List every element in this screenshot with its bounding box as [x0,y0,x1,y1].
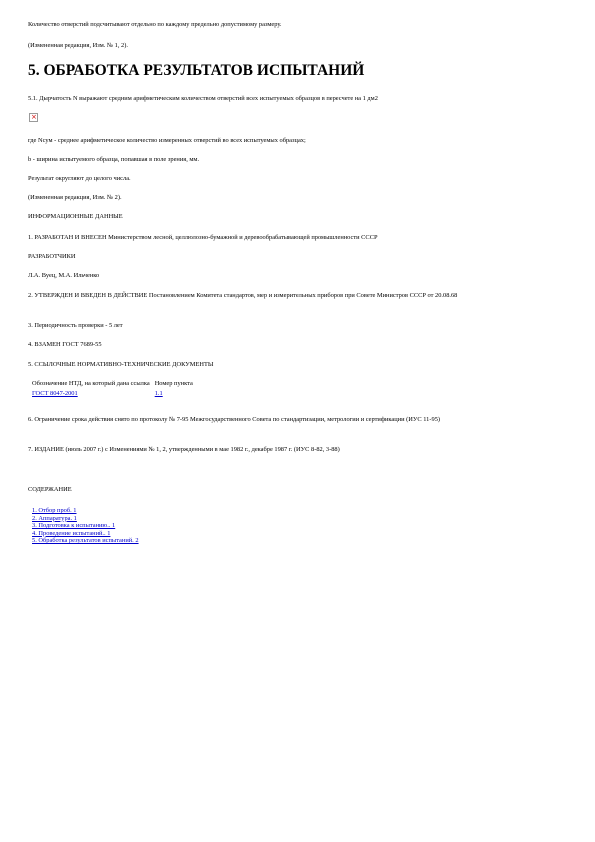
info-item-3: 3. Периодичность проверки - 5 лет [28,322,123,329]
toc-item[interactable]: 3. Подготовка к испытанию.. 1 [32,522,116,530]
toc-item[interactable]: 2. Аппаратура. 1 [32,514,77,522]
info-item-1: 1. РАЗРАБОТАН И ВНЕСЕН Министерством лесной, целлюлозно-бумажной и деревообрабатывающей промышленности СССР [28,234,378,241]
intro-text: Количество отверстий подсчитывают отдельно по каждому предельно допустимому размеру. [28,21,282,28]
table-of-contents [32,507,139,545]
amendment-note: (Измененная редакция, Изм. № 1, 2). [28,42,128,49]
reference-link-gost[interactable]: ГОСТ 8047-2001 [32,390,78,397]
table-header-row [30,379,196,389]
rounding-note: Результат округляют до целого числа. [28,175,131,182]
info-item-7: 7. ИЗДАНИЕ (июль 2007 г.) с Изменениями № 1, 2, утвержденными в мае 1982 г., декабре 1987 г. (ИУС 8-82, 3-88) [28,446,340,453]
references-table [30,379,196,399]
formula-where-2: b - ширина испытуемого образца, попавшая в поле зрения, мм. [28,156,200,163]
toc-item[interactable]: 5. Обработка результатов испытаний. 2 [32,537,139,545]
info-item-2: 2. УТВЕРЖДЕН И ВВЕДЕН В ДЕЙСТВИЕ Постановлением Комитета стандартов, мер и измерительных приборов при Совете Министров СССР от 20.08.68 [28,292,458,299]
developers-label: РАЗРАБОТЧИКИ [28,253,76,260]
toc-item[interactable]: 1. Отбор проб. 1 [32,507,77,514]
table-header-doc: Обозначение НТД, на который дана ссылка [32,380,150,387]
info-heading: ИНФОРМАЦИОННЫЕ ДАННЫЕ [28,213,123,220]
formula-where-1: где Nсум - среднее арифметическое количество измеренных отверстий во всех испытуемых образцах; [28,137,306,144]
developers-names: Л.А. Вуец, М.А. Ильченко [28,272,100,279]
info-item-4: 4. ВЗАМЕН ГОСТ 7689-55 [28,341,102,348]
table-header-clause: Номер пункта [154,380,193,387]
info-item-5: 5. ССЫЛОЧНЫЕ НОРМАТИВНО-ТЕХНИЧЕСКИЕ ДОКУМЕНТЫ [28,361,214,368]
broken-image-icon: × [31,113,37,121]
section-title: 5. ОБРАБОТКА РЕЗУЛЬТАТОВ ИСПЫТАНИЙ [28,62,365,79]
info-item-6: 6. Ограничение срока действия снято по протоколу № 7-95 Межгосударственного Совета по стандартизации, метрологии и сертификации (ИУС 11-95) [28,416,441,423]
amendment-note-2: (Измененная редакция, Изм. № 2). [28,194,122,201]
section-paragraph: 5.1. Дырчатость N выражают средним арифметическим количеством отверстий всех испытуемых образцов в пересчете на 1 дм2 [28,95,378,102]
toc-item[interactable]: 4. Проведение испытаний.. 1 [32,529,111,537]
reference-link-clause[interactable]: 1.1 [154,390,163,397]
table-row [30,389,196,399]
toc-heading: СОДЕРЖАНИЕ [28,486,72,493]
